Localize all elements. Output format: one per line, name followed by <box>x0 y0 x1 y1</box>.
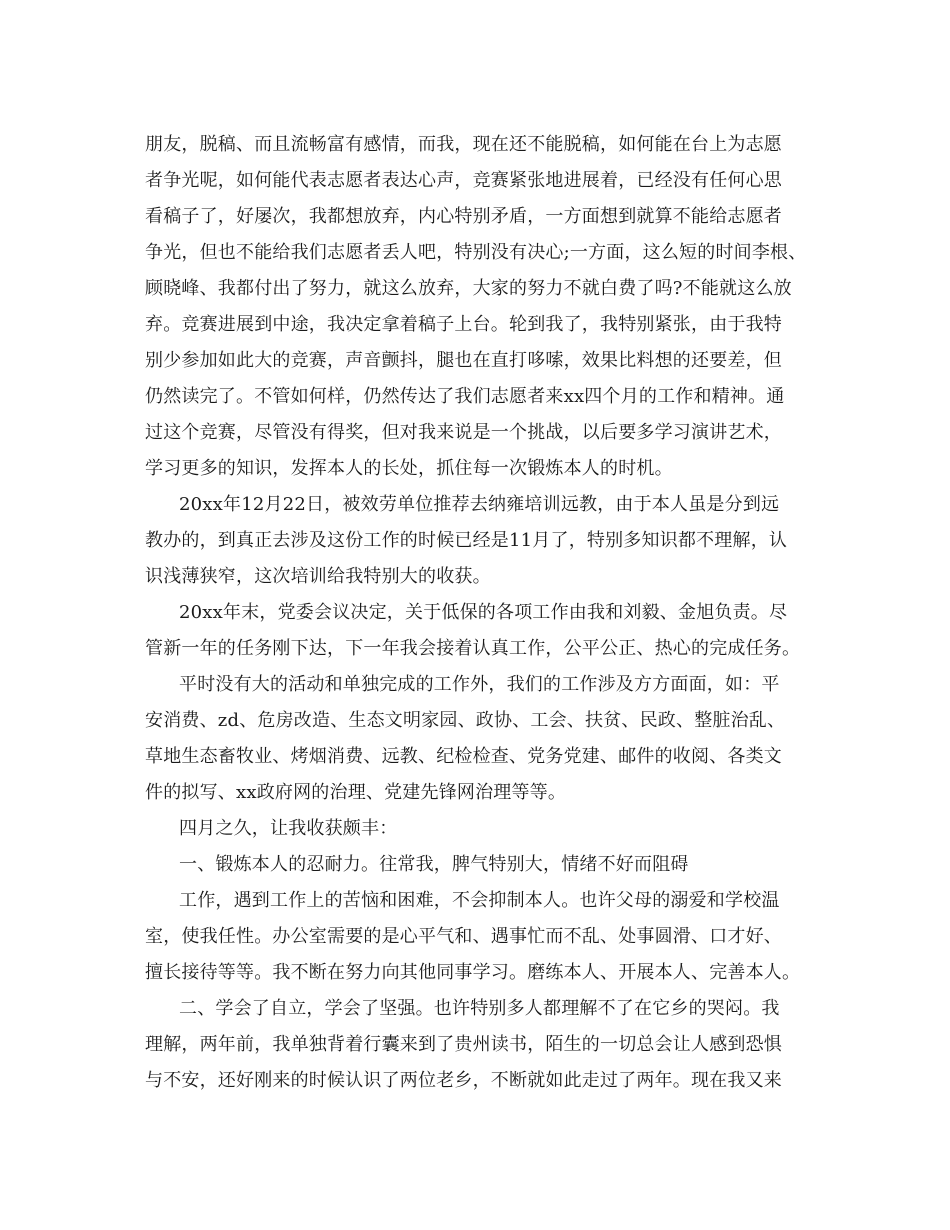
text-line: 擅长接待等等。我不断在努力向其他同事学习。磨练本人、开展本人、完善本人。 <box>145 962 801 983</box>
text-line: 学习更多的知识，发挥本人的长处，抓住每一次锻炼本人的时机。 <box>145 458 673 479</box>
text-line: 四月之久，让我收获颇丰： <box>179 818 398 839</box>
text-line: 草地生态畜牧业、烤烟消费、远教、纪检检查、党务党建、邮件的收阅、各类文 <box>145 746 782 767</box>
text-line: 过这个竞赛，尽管没有得奖，但对我来说是一个挑战，以后要多学习演讲艺术， <box>145 422 782 443</box>
text-line: 争光，但也不能给我们志愿者丢人吧，特别没有决心;一方面，这么短的时间李根、 <box>145 242 807 263</box>
text-line: 朋友，脱稿、而且流畅富有感情，而我，现在还不能脱稿，如何能在台上为志愿 <box>145 134 782 155</box>
text-line: 看稿子了，好屡次，我都想放弃，内心特别矛盾，一方面想到就算不能给志愿者 <box>145 206 782 227</box>
text-line: 20xx年12月22日，被效劳单位推荐去纳雍培训远教，由于本人虽是分到远 <box>179 494 780 515</box>
text-line: 平时没有大的活动和单独完成的工作外，我们的工作涉及方方面面，如：平 <box>179 674 780 695</box>
text-line: 管新一年的任务刚下达，下一年我会接着认真工作，公平公正、热心的完成任务。 <box>145 638 801 659</box>
document-body <box>145 127 825 1099</box>
text-line: 件的拟写、xx政府网的治理、党建先锋网治理等等。 <box>145 782 567 803</box>
text-line: 与不安，还好刚来的时候认识了两位老乡，不断就如此走过了两年。现在我又来 <box>145 1070 782 1091</box>
text-line: 室，使我任性。办公室需要的是心平气和、遇事忙而不乱、处事圆滑、口才好、 <box>145 926 782 947</box>
text-line: 一、锻炼本人的忍耐力。往常我，脾气特别大，情绪不好而阻碍 <box>179 854 689 875</box>
text-line: 别少参加如此大的竞赛，声音颤抖，腿也在直打哆嗦，效果比料想的还要差，但 <box>145 350 782 371</box>
text-line: 安消费、zd、危房改造、生态文明家园、政协、工会、扶贫、民政、整脏治乱、 <box>145 710 786 731</box>
text-line: 二、学会了自立，学会了坚强。也许特别多人都理解不了在它乡的哭闷。我 <box>179 998 780 1019</box>
text-line: 弃。竞赛进展到中途，我决定拿着稿子上台。轮到我了，我特别紧张，由于我特 <box>145 314 782 335</box>
text-line: 教办的，到真正去涉及这份工作的时候已经是11月了，特别多知识都不理解，认 <box>145 530 788 551</box>
text-line: 20xx年末，党委会议决定，关于低保的各项工作由我和刘毅、金旭负责。尽 <box>179 602 788 623</box>
text-line: 仍然读完了。不管如何样，仍然传达了我们志愿者来xx四个月的工作和精神。通 <box>145 386 785 407</box>
text-line: 顾晓峰、我都付出了努力，就这么放弃，大家的努力不就白费了吗?不能就这么放 <box>145 278 792 299</box>
text-line: 者争光呢，如何能代表志愿者表达心声，竞赛紧张地进展着，已经没有任何心思 <box>145 170 782 191</box>
text-line: 工作，遇到工作上的苦恼和困难，不会抑制本人。也许父母的溺爱和学校温 <box>179 890 780 911</box>
text-line: 识浅薄狭窄，这次培训给我特别大的收获。 <box>145 566 491 587</box>
text-line: 理解，两年前，我单独背着行囊来到了贵州读书，陌生的一切总会让人感到恐惧 <box>145 1034 782 1055</box>
